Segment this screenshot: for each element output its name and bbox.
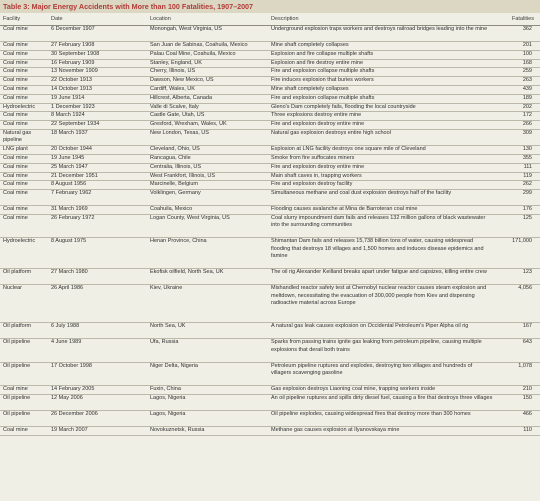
cell-fatalities: 309 (496, 130, 540, 146)
cell-facility: LNG plant (0, 146, 48, 155)
table-row (0, 112, 540, 121)
header-row (0, 13, 540, 26)
cell-fatalities: 4,056 (496, 285, 540, 323)
cell-description: Explosion and fire collapse multiple shafts (268, 50, 496, 59)
cell-facility: Coal mine (0, 172, 48, 181)
cell-description: Fire and explosion destroy entire mine (268, 121, 496, 130)
table-row (0, 94, 540, 103)
cell-fatalities: 172 (496, 112, 540, 121)
header-location: Location (147, 13, 268, 26)
cell-fatalities: 299 (496, 190, 540, 206)
cell-fatalities: 259 (496, 68, 540, 77)
cell-location: San Juan de Sabinas, Coahuila, Mexico (147, 42, 268, 51)
cell-facility: Coal mine (0, 206, 48, 215)
cell-location: Novokuznetsk, Russia (147, 427, 268, 436)
cell-fatalities: 150 (496, 394, 540, 410)
table-row (0, 42, 540, 51)
cell-facility: Nuclear (0, 285, 48, 323)
cell-fatalities: 1,078 (496, 362, 540, 385)
cell-fatalities: 189 (496, 94, 540, 103)
table-row (0, 181, 540, 190)
cell-description: The oil rig Alexander Keilland breaks apart under fatigue and capsizes, killing entire crew (268, 269, 496, 285)
cell-facility: Coal mine (0, 121, 48, 130)
header-fatalities: Fatalities (496, 13, 540, 26)
cell-facility: Coal mine (0, 154, 48, 163)
cell-date: 22 September 1934 (48, 121, 147, 130)
cell-date: 14 October 1913 (48, 86, 147, 95)
cell-fatalities: 202 (496, 103, 540, 112)
cell-date: 27 March 1980 (48, 269, 147, 285)
cell-location: Fuxin, China (147, 386, 268, 395)
cell-date: 30 September 1908 (48, 50, 147, 59)
cell-description: Natural gas explosion destroys entire high school (268, 130, 496, 146)
cell-fatalities: 130 (496, 146, 540, 155)
table-row (0, 77, 540, 86)
table-row (0, 386, 540, 395)
cell-description: Mishandled reactor safety test at Chernobyl nuclear reactor causes steam explosion and meltdown, necessitating the evacuation of 300,000 people from Kiev and dispersing radioactive material across Europe (268, 285, 496, 323)
cell-date: 25 March 1947 (48, 163, 147, 172)
cell-location: Henan Province, China (147, 238, 268, 269)
cell-fatalities: 100 (496, 50, 540, 59)
cell-location: Logan County, West Virginia, US (147, 215, 268, 238)
cell-date: 8 March 1924 (48, 112, 147, 121)
cell-facility: Coal mine (0, 190, 48, 206)
cell-fatalities: 439 (496, 86, 540, 95)
cell-date: 21 December 1951 (48, 172, 147, 181)
cell-date: 8 August 1975 (48, 238, 147, 269)
table-row (0, 339, 540, 362)
cell-description: Underground explosion traps workers and destroys railroad bridges leading into the mine (268, 26, 496, 42)
cell-date: 13 November 1909 (48, 68, 147, 77)
cell-date: 14 February 2005 (48, 386, 147, 395)
cell-description: Explosion and fire destroy entire mine (268, 59, 496, 68)
cell-location: North Sea, UK (147, 323, 268, 339)
cell-facility: Coal mine (0, 86, 48, 95)
cell-date: 26 December 2006 (48, 410, 147, 426)
cell-description: Three explosions destroy entire mine (268, 112, 496, 121)
cell-location: Cherry, Illinois, US (147, 68, 268, 77)
cell-fatalities: 110 (496, 427, 540, 436)
table-row (0, 190, 540, 206)
cell-fatalities: 171,000 (496, 238, 540, 269)
table-row (0, 121, 540, 130)
cell-fatalities: 266 (496, 121, 540, 130)
cell-description: Petroleum pipeline ruptures and explodes, destroying two villages and hundreds of villagers scavenging gasoline (268, 362, 496, 385)
cell-facility: Oil pipeline (0, 410, 48, 426)
cell-description: Coal slurry impoundment dam fails and releases 132 million gallons of black wastewater into the surrounding communities (268, 215, 496, 238)
cell-description: Mine shaft completely collapses (268, 86, 496, 95)
cell-location: Coahuila, Mexico (147, 206, 268, 215)
cell-location: Centralia, Illinois, US (147, 163, 268, 172)
table-row (0, 427, 540, 436)
cell-location: New London, Texas, US (147, 130, 268, 146)
cell-facility: Coal mine (0, 68, 48, 77)
cell-facility: Coal mine (0, 163, 48, 172)
cell-description: Simultaneous methane and coal dust explosion destroys half of the facility (268, 190, 496, 206)
cell-fatalities: 355 (496, 154, 540, 163)
cell-facility: Hydroelectric (0, 238, 48, 269)
cell-description: Fire and explosion collapse multiple shafts (268, 68, 496, 77)
cell-fatalities: 466 (496, 410, 540, 426)
cell-fatalities: 125 (496, 215, 540, 238)
cell-facility: Coal mine (0, 50, 48, 59)
cell-fatalities: 123 (496, 269, 540, 285)
cell-description: A natural gas leak causes explosion on Occidental Petroleum's Piper Alpha oil rig (268, 323, 496, 339)
cell-location: Valle di Scalve, Italy (147, 103, 268, 112)
cell-location: Volklingen, Germany (147, 190, 268, 206)
header-description: Description (268, 13, 496, 26)
cell-date: 22 October 1913 (48, 77, 147, 86)
cell-description: Explosion at LNG facility destroys one square mile of Cleveland (268, 146, 496, 155)
cell-facility: Coal mine (0, 59, 48, 68)
cell-facility: Coal mine (0, 26, 48, 42)
header-facility: Facility (0, 13, 48, 26)
table-title: Table 3: Major Energy Accidents with More than 100 Fatalities, 1907–2007 (0, 0, 540, 13)
cell-facility: Natural gas pipeline (0, 130, 48, 146)
cell-description: Flooding causes avalanche at Mina de Barroteran coal mine (268, 206, 496, 215)
cell-fatalities: 643 (496, 339, 540, 362)
cell-location: Ekofisk oilfield, North Sea, UK (147, 269, 268, 285)
header-date: Date (48, 13, 147, 26)
cell-location: Cleveland, Ohio, US (147, 146, 268, 155)
cell-date: 6 July 1988 (48, 323, 147, 339)
cell-description: Fire and explosion destroy facility (268, 181, 496, 190)
cell-location: Rancagua, Chile (147, 154, 268, 163)
cell-facility: Coal mine (0, 215, 48, 238)
table-row (0, 362, 540, 385)
cell-fatalities: 201 (496, 42, 540, 51)
cell-date: 20 October 1944 (48, 146, 147, 155)
cell-date: 19 June 1945 (48, 154, 147, 163)
table-row (0, 206, 540, 215)
cell-location: Dawson, New Mexico, US (147, 77, 268, 86)
cell-date: 4 June 1989 (48, 339, 147, 362)
cell-description: Smoke from fire suffocates miners (268, 154, 496, 163)
cell-location: Hillcrest, Alberta, Canada (147, 94, 268, 103)
accidents-table (0, 13, 540, 436)
cell-fatalities: 262 (496, 181, 540, 190)
cell-description: Fire induces explosion that buries workers (268, 77, 496, 86)
cell-facility: Oil pipeline (0, 339, 48, 362)
cell-facility: Hydroelectric (0, 103, 48, 112)
table-row (0, 154, 540, 163)
cell-date: 8 August 1956 (48, 181, 147, 190)
cell-description: Fire and explosion destroy entire mine (268, 163, 496, 172)
cell-facility: Coal mine (0, 94, 48, 103)
cell-date: 19 June 1914 (48, 94, 147, 103)
table-row (0, 68, 540, 77)
cell-fatalities: 111 (496, 163, 540, 172)
cell-date: 27 February 1908 (48, 42, 147, 51)
cell-facility: Oil pipeline (0, 362, 48, 385)
cell-location: Ufa, Russia (147, 339, 268, 362)
cell-location: Gresford, Wrexham, Wales, UK (147, 121, 268, 130)
cell-location: Palau Coal Mine, Coahuila, Mexico (147, 50, 268, 59)
cell-location: Lagos, Nigeria (147, 410, 268, 426)
cell-description: Mine shaft completely collapses (268, 42, 496, 51)
cell-facility: Coal mine (0, 427, 48, 436)
table-row (0, 172, 540, 181)
cell-date: 17 October 1998 (48, 362, 147, 385)
cell-date: 12 May 2006 (48, 394, 147, 410)
table-row (0, 269, 540, 285)
cell-date: 16 February 1909 (48, 59, 147, 68)
cell-description: Shimantan Dam fails and releases 15,738 billion tons of water, causing widespread flooding that destroys 18 villages and 1,500 homes and induces disease epidemics and famine (268, 238, 496, 269)
cell-facility: Coal mine (0, 112, 48, 121)
cell-description: Oil pipeline explodes, causing widespread fires that destroy more than 300 homes (268, 410, 496, 426)
cell-date: 19 March 2007 (48, 427, 147, 436)
table-row (0, 26, 540, 42)
cell-fatalities: 210 (496, 386, 540, 395)
cell-description: An oil pipeline ruptures and spills dirty diesel fuel, causing a fire that destroys three villages (268, 394, 496, 410)
cell-location: Niger Delta, Nigeria (147, 362, 268, 385)
table-row (0, 146, 540, 155)
table-row (0, 285, 540, 323)
table-row (0, 238, 540, 269)
cell-date: 18 March 1937 (48, 130, 147, 146)
cell-fatalities: 176 (496, 206, 540, 215)
cell-description: Sparks from passing trains ignite gas leaking from petroleum pipeline, causing multiple explosions that derail both trains (268, 339, 496, 362)
cell-date: 1 December 1923 (48, 103, 147, 112)
cell-location: Cardiff, Wales, UK (147, 86, 268, 95)
cell-fatalities: 362 (496, 26, 540, 42)
cell-facility: Oil platform (0, 269, 48, 285)
cell-date: 31 March 1969 (48, 206, 147, 215)
table-row (0, 130, 540, 146)
cell-location: Lagos, Nigeria (147, 394, 268, 410)
table-row (0, 103, 540, 112)
cell-facility: Coal mine (0, 42, 48, 51)
table-row (0, 215, 540, 238)
cell-date: 26 February 1972 (48, 215, 147, 238)
table-row (0, 50, 540, 59)
cell-location: Kiev, Ukraine (147, 285, 268, 323)
cell-description: Fire and explosion collapse multiple shafts (268, 94, 496, 103)
table-row (0, 394, 540, 410)
cell-location: Stanley, England, UK (147, 59, 268, 68)
cell-location: Marcinelle, Belgium (147, 181, 268, 190)
cell-date: 26 April 1986 (48, 285, 147, 323)
cell-description: Gleno's Dam completely fails, flooding the local countryside (268, 103, 496, 112)
cell-location: Castle Gate, Utah, US (147, 112, 268, 121)
cell-facility: Coal mine (0, 77, 48, 86)
table-row (0, 163, 540, 172)
cell-description: Main shaft caves in, trapping workers (268, 172, 496, 181)
cell-fatalities: 168 (496, 59, 540, 68)
cell-fatalities: 119 (496, 172, 540, 181)
table-row (0, 323, 540, 339)
cell-location: West Frankfort, Illinois, US (147, 172, 268, 181)
cell-description: Gas explosion destroys Liaoning coal mine, trapping workers inside (268, 386, 496, 395)
cell-fatalities: 167 (496, 323, 540, 339)
cell-facility: Oil pipeline (0, 394, 48, 410)
table-row (0, 86, 540, 95)
table-row (0, 410, 540, 426)
cell-facility: Coal mine (0, 181, 48, 190)
cell-date: 6 December 1907 (48, 26, 147, 42)
cell-description: Methane gas causes explosion at Ilyanovskaya mine (268, 427, 496, 436)
cell-facility: Coal mine (0, 386, 48, 395)
cell-date: 7 February 1962 (48, 190, 147, 206)
cell-fatalities: 263 (496, 77, 540, 86)
cell-facility: Oil platform (0, 323, 48, 339)
cell-location: Monongah, West Virginia, US (147, 26, 268, 42)
table-row (0, 59, 540, 68)
